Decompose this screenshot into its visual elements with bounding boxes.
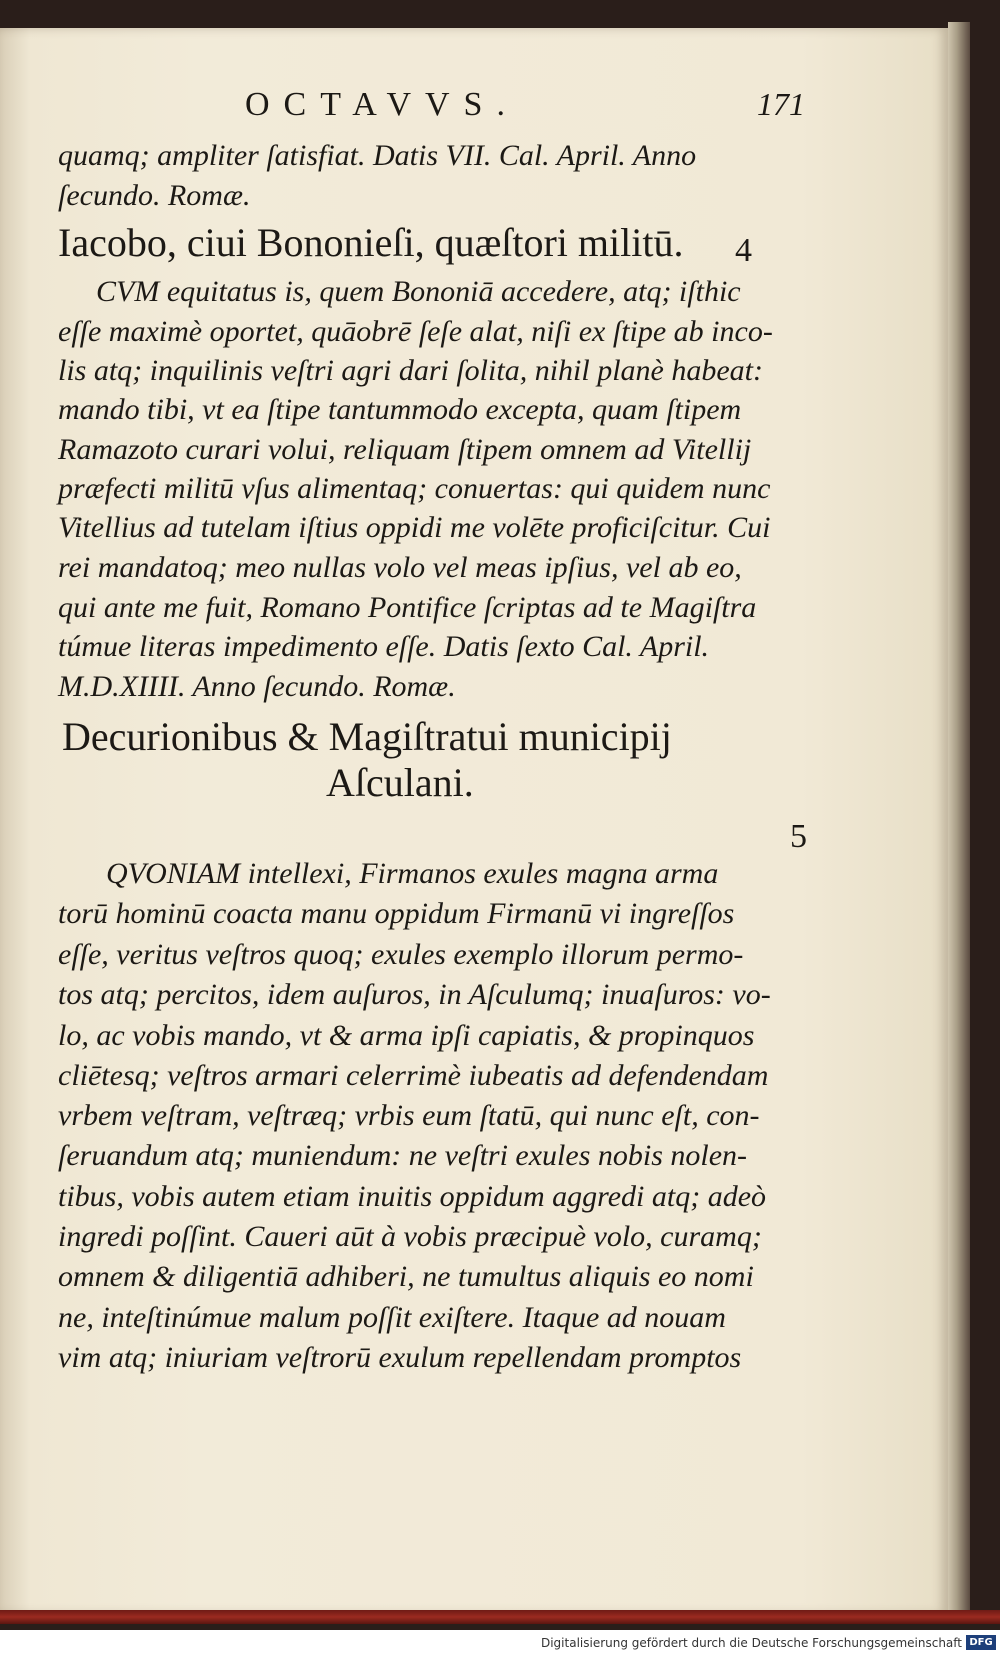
text-line: QVONIAM intellexi, Firmanos exules magna arma	[106, 857, 719, 890]
text-line: quamq; ampliter ſatisfiat. Datis VII. Cal. April. Anno	[58, 139, 697, 172]
dfg-logo: DFG	[966, 1635, 996, 1650]
text-line: CVM equitatus is, quem Bononiā accedere, atq; iſthic	[96, 275, 741, 308]
text-line: torū hominū coacta manu oppidum Firmanū vi ingreſſos	[58, 897, 735, 930]
letter-heading: Iacobo, ciui Bononieſi, quæſtori militū.	[58, 220, 684, 265]
book-cover-edge	[0, 1610, 1000, 1624]
text-line: ne, inteſtinúmue malum poſſit exiſtere. Itaque ad nouam	[58, 1301, 726, 1334]
page-edge	[948, 22, 970, 1614]
text-line: rei mandatoq; meo nullas volo vel meas ipſius, vel ab eo,	[58, 551, 742, 584]
text-line: tos atq; percitos, idem auſuros, in Aſculumq; inuaſuros: vo-	[58, 978, 771, 1011]
letter-number: 4	[735, 232, 752, 269]
page-header	[245, 86, 805, 126]
text-line: mando tibi, vt ea ſtipe tantummodo excepta, quam ſtipem	[58, 393, 742, 426]
text-line: Vitellius ad tutelam iſtius oppidi me volēte proficiſcitur. Cui	[58, 511, 771, 544]
text-line: omnem & diligentiā adhiberi, ne tumultus aliquis eo nomi	[58, 1260, 754, 1293]
text-line: lis atq; inquilinis veſtri agri dari ſolita, nihil planè habeat:	[58, 354, 763, 387]
letter-heading-cont: Aſculani.	[326, 760, 474, 805]
text-line: eſſe, veritus veſtros quoq; exules exemplo illorum permo-	[58, 938, 744, 971]
text-line: ſecundo. Romæ.	[58, 179, 251, 212]
text-line: vim atq; iniuriam veſtrorū exulum repellendam promptos	[58, 1341, 742, 1374]
text-line: Ramazoto curari volui, reliquam ſtipem omnem ad Vitellij	[58, 433, 752, 466]
text-line: cliētesq; veſtros armari celerrimè iubeatis ad defendendam	[58, 1059, 769, 1092]
letter-number: 5	[790, 818, 807, 855]
letter-heading: Decurionibus & Magiſtratui municipij	[62, 714, 672, 759]
text-line: M.D.XIIII. Anno ſecundo. Romæ.	[58, 670, 456, 703]
text-line: túmue literas impedimento eſſe. Datis ſexto Cal. April.	[58, 630, 710, 663]
running-head: OCTAVVS.	[245, 86, 519, 123]
text-line: vrbem veſtram, veſtræq; vrbis eum ſtatū, qui nunc eſt, con-	[58, 1099, 760, 1132]
text-line: eſſe maximè oportet, quāobrē ſeſe alat, niſi ex ſtipe ab inco-	[58, 315, 773, 348]
page-number: 171	[757, 86, 805, 122]
text-line: ſeruandum atq; muniendum: ne veſtri exules nobis nolen-	[58, 1139, 748, 1172]
text-line: præfecti militū vſus alimentaq; conuertas: qui quidem nunc	[58, 472, 771, 505]
text-line: lo, ac vobis mando, vt & arma ipſi capiatis, & propinquos	[58, 1019, 755, 1052]
text-line: tibus, vobis autem etiam inuitis oppidum aggredi atq; adeò	[58, 1180, 767, 1213]
digitization-credit: Digitalisierung gefördert durch die Deutsche Forschungsgemeinschaft	[540, 1636, 962, 1650]
text-line: qui ante me fuit, Romano Pontifice ſcriptas ad te Magiſtra	[58, 591, 757, 624]
text-line: ingredi poſſint. Caueri aūt à vobis præcipuè volo, curamq;	[58, 1220, 762, 1253]
